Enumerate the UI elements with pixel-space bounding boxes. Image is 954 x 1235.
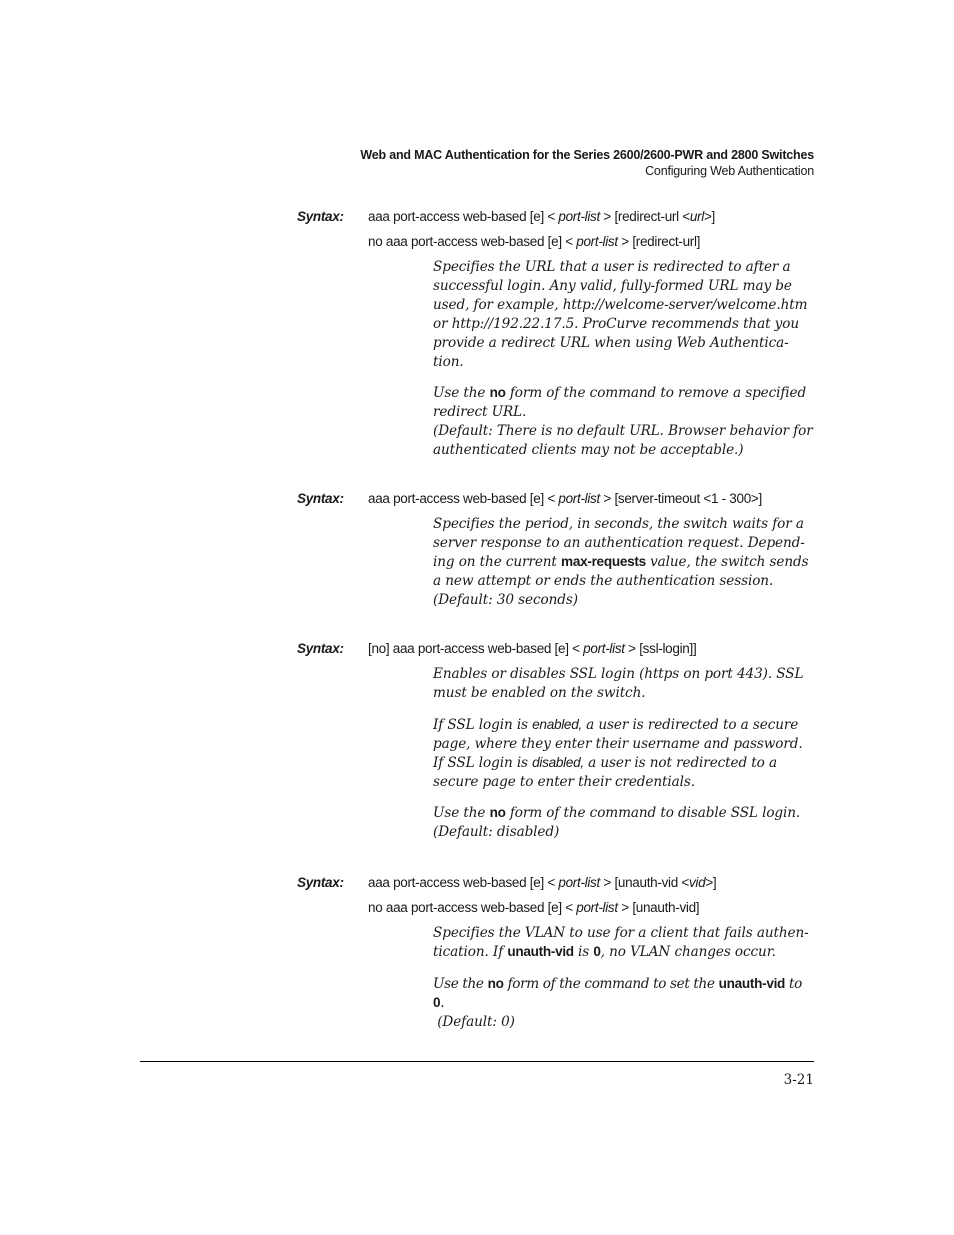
description-paragraph: Use the no form of the command to disable SSL login. <box>433 805 801 822</box>
description-paragraph: Specifies the URL that a user is redirected to after a successful login. Any valid, fully-formed URL may be used, for example, http://welcome-server/welcome.htm or http://192.22.17.5. ProCurve recommends that you provide a redirect URL when using Web Authentica-tion. <box>433 259 808 370</box>
command-description <box>433 665 813 842</box>
syntax-label: Syntax: <box>297 209 344 224</box>
command-syntax: aaa port-access web-based [e] < port-list > [server-timeout <1 - 300>] <box>368 491 762 506</box>
default-note: (Default: There is no default URL. Browser behavior for authenticated clients may not be acceptable.) <box>433 423 813 459</box>
description-paragraph: If SSL login is enabled, a user is redirected to a secure page, where they enter their username and password. If SSL login is disabled, a user is not redirected to a secure page to enter their credentials. <box>433 716 803 790</box>
running-header-subtitle: Configuring Web Authentication <box>645 164 814 178</box>
command-syntax: [no] aaa port-access web-based [e] < port-list > [ssl-login]] <box>368 641 697 656</box>
command-syntax: aaa port-access web-based [e] < port-list > [redirect-url <url>] <box>368 209 715 224</box>
command-description <box>433 515 813 610</box>
default-note: (Default: 0) <box>433 1013 515 1030</box>
command-syntax-no-form: no aaa port-access web-based [e] < port-list > [redirect-url] <box>368 234 701 249</box>
running-header-title: Web and MAC Authentication for the Series 2600/2600-PWR and 2800 Switches <box>360 148 814 162</box>
description-paragraph: Enables or disables SSL login (https on port 443). SSL must be enabled on the switch. <box>433 666 804 701</box>
description-paragraph: Use the no form of the command to remove a specified redirect URL. <box>433 385 807 421</box>
command-description <box>433 258 813 460</box>
description-paragraph: Specifies the period, in seconds, the switch waits for a server response to an authentication request. Depend-ing on the current max-requests value, the switch sends a new attempt or ends the authentication session. <box>433 516 809 589</box>
description-paragraph: Use the no form of the command to set the unauth-vid to 0. <box>433 975 802 1011</box>
syntax-label: Syntax: <box>297 875 344 890</box>
description-paragraph: Specifies the VLAN to use for a client that fails authen-tication. If unauth-vid is 0, no VLAN changes occur. <box>433 925 809 960</box>
default-note: (Default: 30 seconds) <box>433 591 578 608</box>
command-description <box>433 924 813 1032</box>
syntax-label: Syntax: <box>297 491 344 506</box>
footer-rule <box>140 1061 814 1062</box>
page-number: 3-21 <box>783 1072 814 1088</box>
default-note: (Default: disabled) <box>433 824 560 841</box>
command-syntax: aaa port-access web-based [e] < port-list > [unauth-vid <vid>] <box>368 875 717 890</box>
syntax-label: Syntax: <box>297 641 344 656</box>
command-syntax-no-form: no aaa port-access web-based [e] < port-list > [unauth-vid] <box>368 900 700 915</box>
